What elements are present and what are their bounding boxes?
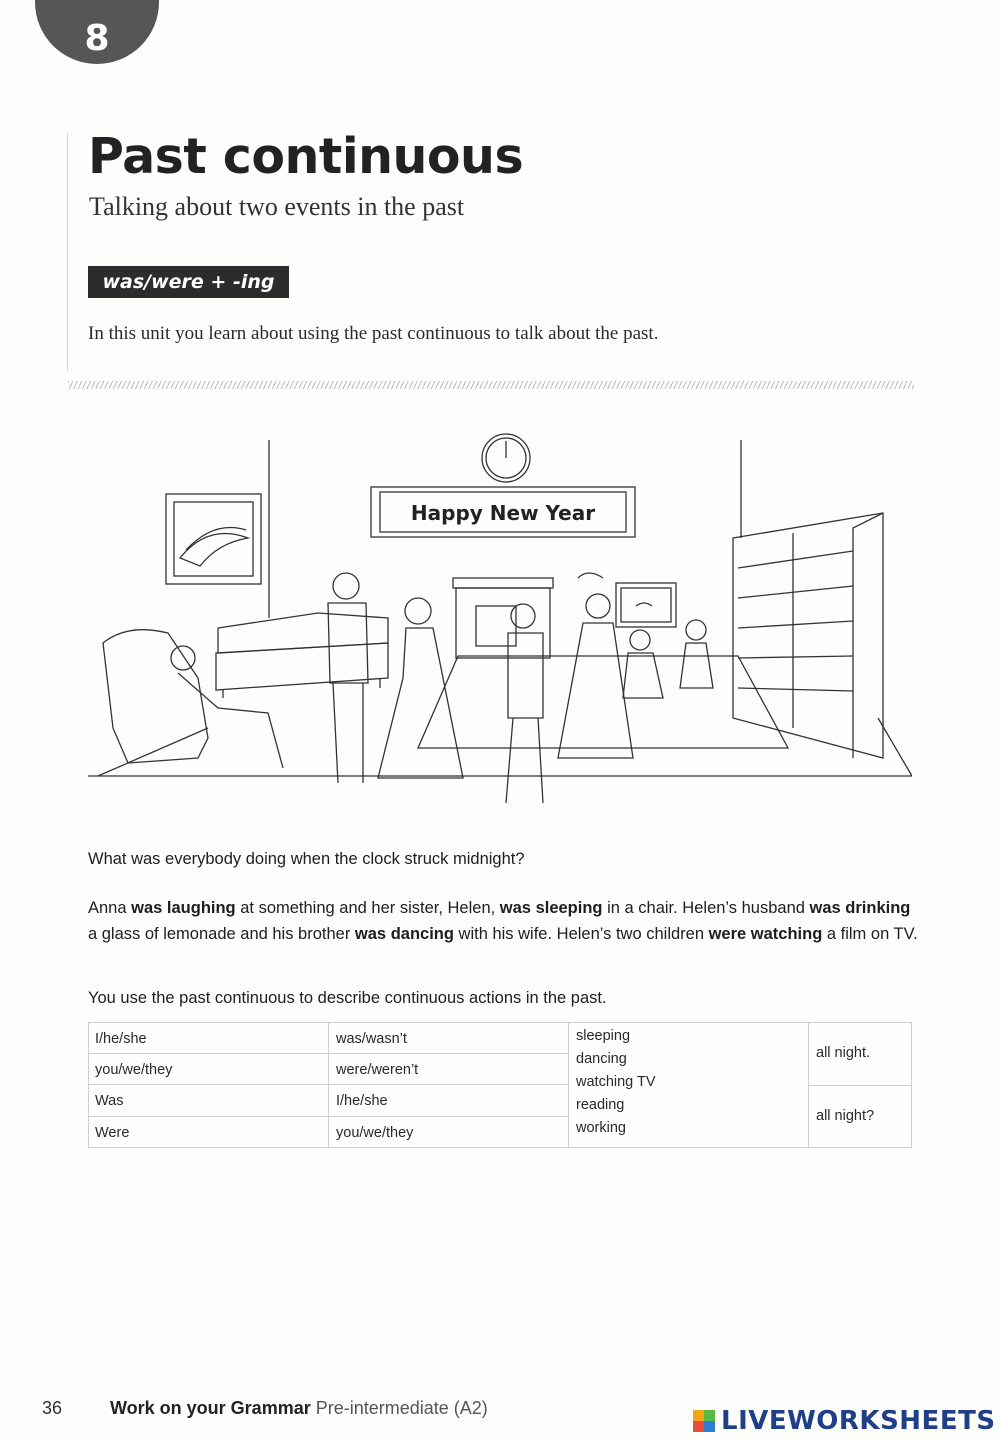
verb-phrase: was drinking bbox=[809, 899, 911, 917]
form-label: was/were + -ing bbox=[88, 266, 289, 298]
table-cell: reading bbox=[576, 1097, 625, 1113]
page-title: Past continuous bbox=[88, 128, 524, 185]
table-cell: I/he/she bbox=[336, 1093, 388, 1109]
unit-badge bbox=[35, 0, 159, 64]
table-cell: sleeping bbox=[576, 1028, 631, 1044]
book-level: Pre-intermediate (A2) bbox=[315, 1398, 488, 1418]
table-cell: all night? bbox=[816, 1108, 875, 1124]
verb-phrase: were watching bbox=[708, 925, 823, 943]
table-cell: all night. bbox=[816, 1045, 871, 1061]
book-title: Work on your Grammar bbox=[110, 1398, 311, 1418]
table-cell: working bbox=[576, 1120, 626, 1136]
table-cell: were/weren’t bbox=[336, 1062, 419, 1078]
grammar-table bbox=[88, 1022, 912, 1148]
banner-text: Happy New Year bbox=[410, 501, 596, 525]
rule-text: You use the past continuous to describe continuous actions in the past. bbox=[88, 989, 607, 1007]
watermark bbox=[693, 1400, 996, 1442]
table-cell: was/wasn’t bbox=[336, 1031, 407, 1047]
question-text: What was everybody doing when the clock struck midnight? bbox=[88, 850, 525, 868]
margin-rule bbox=[67, 133, 68, 371]
liveworksheets-logo-icon bbox=[693, 1410, 715, 1432]
section-divider bbox=[68, 381, 914, 389]
intro-text: In this unit you learn about using the past continuous to talk about the past. bbox=[88, 323, 659, 344]
book-info bbox=[110, 1398, 488, 1419]
paragraph-text: with his wife. Helen’s two children bbox=[453, 925, 709, 943]
verb-phrase: was laughing bbox=[131, 899, 236, 917]
unit-number: 8 bbox=[84, 18, 110, 59]
paragraph-text: in a chair. Helen’s husband bbox=[602, 899, 810, 917]
clock-icon bbox=[482, 434, 530, 482]
table-cell: watching TV bbox=[576, 1074, 656, 1090]
party-illustration bbox=[88, 428, 912, 828]
example-paragraph bbox=[88, 895, 918, 947]
watermark-text: LIVEWORKSHEETS bbox=[721, 1406, 996, 1436]
verb-phrase: was sleeping bbox=[499, 899, 603, 917]
table-cell: Were bbox=[95, 1125, 130, 1141]
page-subtitle: Talking about two events in the past bbox=[89, 192, 465, 221]
table-cell: Was bbox=[95, 1093, 124, 1109]
paragraph-text: Anna bbox=[88, 899, 132, 917]
page-number: 36 bbox=[42, 1398, 63, 1418]
table-cell: I/he/she bbox=[95, 1031, 147, 1047]
table-cell: dancing bbox=[576, 1051, 627, 1067]
verb-phrase: was dancing bbox=[354, 925, 454, 943]
paragraph-text: a film on TV. bbox=[822, 925, 918, 943]
paragraph-text: a glass of lemonade and his brother bbox=[88, 925, 355, 943]
paragraph-text: at something and her sister, Helen, bbox=[235, 899, 500, 917]
table-cell: you/we/they bbox=[336, 1125, 414, 1141]
table-cell: you/we/they bbox=[95, 1062, 173, 1078]
